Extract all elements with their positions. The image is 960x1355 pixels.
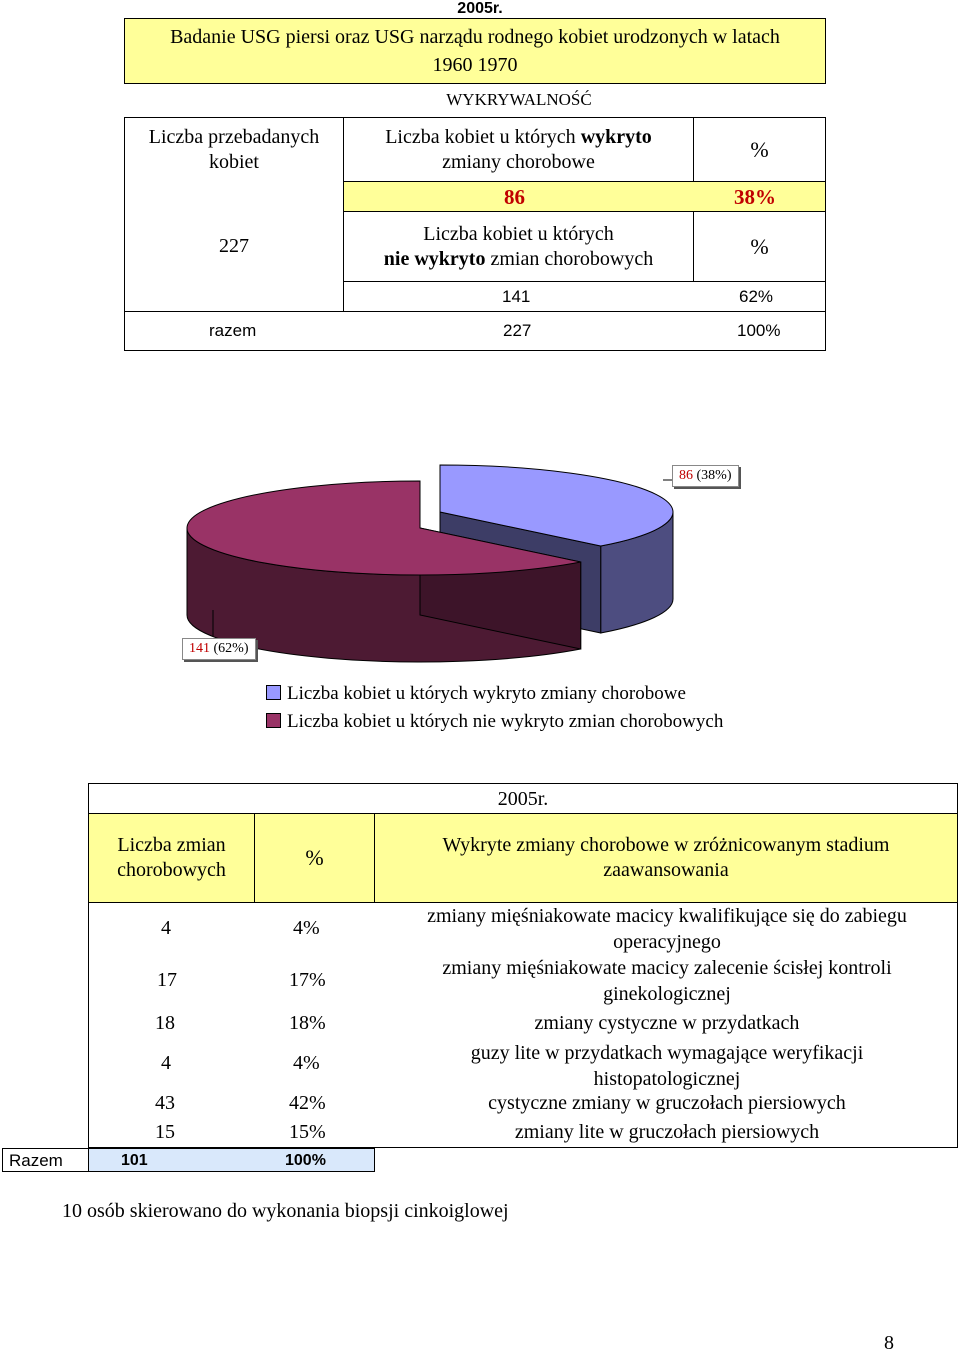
total-pct: 100% (737, 321, 781, 340)
table-row (89, 1092, 957, 1122)
table-row (89, 1121, 957, 1148)
pie-group (187, 465, 673, 662)
total-label: razem (209, 321, 257, 340)
row-pct: 4% (293, 1052, 320, 1074)
top-title-box (124, 18, 826, 84)
bottom-header-count (88, 813, 254, 903)
notdetected-pct: 62% (739, 287, 774, 306)
row-desc-line1: guzy lite w przydatkach wymagające weryfikacji (470, 1042, 864, 1064)
row-pct: 42% (289, 1092, 326, 1114)
bottom-total-label: Razem (2, 1148, 88, 1172)
legend-label-detected: Liczba kobiet u których wykryto zmiany chorobowe (287, 683, 686, 704)
examined-header-line2: kobiet (209, 150, 259, 173)
examined-header-line1: Liczba przebadanych (148, 125, 320, 148)
row-pct: 18% (289, 1012, 326, 1034)
bottom-header-desc-line1: Wykryte zmiany chorobowe w zróżnicowanym stadium (442, 834, 890, 856)
row-desc: zmiany lite w gruczołach piersiowych (514, 1121, 820, 1143)
table-row (89, 1040, 957, 1092)
detected-count: 86 (504, 185, 525, 209)
legend-swatch-detected (266, 685, 281, 700)
row-count: 43 (155, 1092, 175, 1114)
pie-label-detected-pct: (38%) (696, 468, 732, 483)
bottom-header-count-line1: Liczba zmian (117, 834, 226, 856)
top-title-line1: Badanie USG piersi oraz USG narządu rodnego kobiet urodzonych w latach (170, 26, 780, 48)
row-desc-line1: zmiany mięśniakowate macicy zalecenie ścisłej kontroli (442, 957, 892, 979)
examined-value: 227 (219, 234, 249, 257)
top-year: 2005r. (457, 0, 503, 17)
row-desc (377, 1040, 957, 1092)
row-desc-line1: zmiany mięśniakowate macicy kwalifikujące się do zabiegu (427, 905, 907, 927)
detected-label-cell (344, 117, 694, 181)
pct-header-1-text: % (750, 136, 769, 162)
row-desc-line2: ginekologicznej (603, 983, 731, 1005)
notdetected-count: 141 (502, 287, 531, 306)
legend-swatch-notdetected (266, 713, 281, 728)
pie-label-detected (672, 465, 739, 487)
pie-label-detected-count: 86 (679, 468, 693, 483)
pct-header-2-text: % (750, 233, 769, 259)
detected-label-line2: zmiany chorobowe (442, 150, 595, 173)
notdetected-label-cell (344, 211, 694, 281)
pie-label-notdetected (182, 638, 256, 660)
table-row (89, 903, 957, 955)
row-count: 15 (155, 1121, 175, 1143)
legend-item-notdetected (266, 708, 723, 736)
row-count: 4 (161, 1052, 171, 1074)
detected-label-line1: Liczba kobiet u których wykryto (385, 125, 652, 148)
bottom-total-values (88, 1148, 375, 1172)
bottom-total-pct: 100% (285, 1152, 326, 1169)
row-pct: 4% (293, 917, 320, 939)
row-pct: 17% (289, 969, 326, 991)
footer-note: 10 osób skierowano do wykonania biopsji cinkoiglowej (62, 1200, 509, 1222)
pct-header-2 (694, 211, 826, 281)
row-count: 18 (155, 1012, 175, 1034)
notdetected-label-line1: Liczba kobiet u których (423, 222, 614, 245)
row-desc (377, 903, 957, 955)
row-desc-line2: histopatologicznej (593, 1068, 741, 1090)
detected-values-row (344, 181, 826, 211)
notdetected-values-row (344, 281, 826, 311)
row-desc (377, 955, 957, 1007)
table-row (89, 1010, 957, 1040)
page-number: 8 (884, 1332, 894, 1354)
row-count: 4 (161, 917, 171, 939)
examined-value-cell (124, 181, 344, 311)
pie-label-notdetected-count: 141 (189, 641, 210, 656)
total-count: 227 (503, 321, 532, 340)
total-row (124, 311, 826, 351)
row-pct: 15% (289, 1121, 326, 1143)
bottom-table-body (88, 903, 958, 1148)
bottom-header-desc-line2: zaawansowania (603, 859, 729, 881)
pie-label-notdetected-pct: (62%) (213, 641, 249, 656)
bottom-year: 2005r. (88, 783, 958, 813)
table-row (89, 955, 957, 1010)
legend-label-notdetected: Liczba kobiet u których nie wykryto zmian chorobowych (287, 711, 724, 732)
bottom-header-desc (374, 813, 958, 903)
row-desc: cystyczne zmiany w gruczołach piersiowych (488, 1092, 846, 1114)
row-desc: zmiany cystyczne w przydatkach (534, 1012, 800, 1034)
bottom-total-count: 101 (121, 1152, 148, 1169)
notdetected-label-line2: nie wykryto zmian chorobowych (383, 247, 654, 270)
bottom-header-count-line2: chorobowych (117, 859, 226, 881)
detect-header: WYKRYWALNOŚĆ (446, 90, 592, 109)
bottom-header-pct-text: % (305, 845, 324, 870)
pct-header-1 (694, 117, 826, 181)
bottom-header-pct (254, 813, 374, 903)
top-title-line2: 1960 1970 (432, 54, 518, 76)
legend-item-detected (266, 680, 723, 708)
row-count: 17 (157, 969, 177, 991)
examined-header (124, 117, 344, 181)
detected-pct: 38% (734, 185, 776, 209)
row-desc-line2: operacyjnego (613, 931, 721, 953)
pie-legend (266, 680, 723, 736)
